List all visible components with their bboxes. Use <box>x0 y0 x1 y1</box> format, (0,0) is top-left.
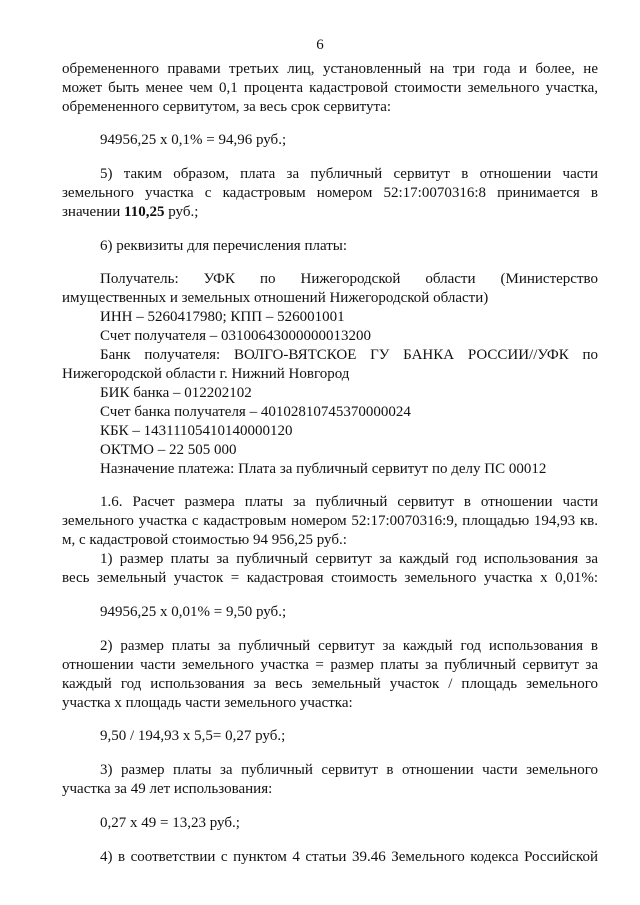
bold-amount: 110,25 <box>124 204 165 220</box>
text-line: м, с кадастровой стоимостью 94 956,25 руб.: <box>62 532 347 548</box>
formula-line: 0,27 х 49 = 13,23 руб.; <box>100 815 240 831</box>
text-line: 4) в соответствии с пунктом 4 статьи 39.46 Земельного кодекса Российской <box>100 849 598 865</box>
text-line: Счет банка получателя – 40102810745370000024 <box>100 404 411 420</box>
text-line: БИК банка – 012202102 <box>100 385 252 401</box>
text-fragment: руб.; <box>168 204 199 220</box>
text-line: участка за 49 лет использования: <box>62 781 273 797</box>
text-line: земельного участка с кадастровым номером 52:17:0070316:8 принимается в <box>62 185 598 201</box>
text-line: обремененного сервитутом, за весь срок сервитута: <box>62 99 392 115</box>
text-line: 3) размер платы за публичный сервитут в отношении части земельного <box>100 762 598 778</box>
text-line: Счет получателя – 03100643000000013200 <box>100 328 372 344</box>
text-line: отношении части земельного участка = размер платы за публичный сервитут за <box>62 657 598 673</box>
text-line: Получатель: УФК по Нижегородской области (Министерство <box>100 271 598 287</box>
text-line: 5) таким образом, плата за публичный сервитут в отношении части <box>100 166 598 182</box>
text-line: имущественных и земельных отношений Нижегородской области) <box>62 290 489 306</box>
text-line: участка х площадь части земельного участка: <box>62 695 353 711</box>
formula-line: 94956,25 х 0,01% = 9,50 руб.; <box>100 604 287 620</box>
text-line: весь земельный участок = кадастровая стоимость земельного участка х 0,01%: <box>62 570 598 586</box>
text-line <box>62 203 598 221</box>
text-line: 1.6. Расчет размера платы за публичный сервитут в отношении части <box>100 494 598 510</box>
formula-line: 94956,25 х 0,1% = 94,96 руб.; <box>100 132 287 148</box>
text-line: обремененного правами третьих лиц, установленный на три года и более, не <box>62 61 598 77</box>
formula-line: 9,50 / 194,93 х 5,5= 0,27 руб.; <box>100 728 286 744</box>
text-line: КБК – 14311105410140000120 <box>100 423 293 439</box>
text-line: ОКТМО – 22 505 000 <box>100 442 237 458</box>
page-number: 6 <box>316 37 324 53</box>
text-line: Нижегородской области г. Нижний Новгород <box>62 366 350 382</box>
text-fragment: значении <box>62 204 121 220</box>
text-line: земельного участка с кадастровым номером 52:17:0070316:9, площадью 194,93 кв. <box>62 513 598 529</box>
text-line: 6) реквизиты для перечисления платы: <box>100 238 348 254</box>
text-line: 1) размер платы за публичный сервитут за каждый год использования за <box>100 551 598 567</box>
text-line: может быть менее чем 0,1 процента кадастровой стоимости земельного участка, <box>62 80 598 96</box>
text-line: 2) размер платы за публичный сервитут за каждый год использования в <box>100 638 598 654</box>
text-line: ИНН – 5260417980; КПП – 526001001 <box>100 309 345 325</box>
text-line: Банк получателя: ВОЛГО-ВЯТСКОЕ ГУ БАНКА РОССИИ//УФК по <box>100 347 598 363</box>
text-line: каждый год использования за весь земельный участок / площадь земельного <box>62 676 598 692</box>
text-line: Назначение платежа: Плата за публичный сервитут по делу ПС 00012 <box>100 461 547 477</box>
